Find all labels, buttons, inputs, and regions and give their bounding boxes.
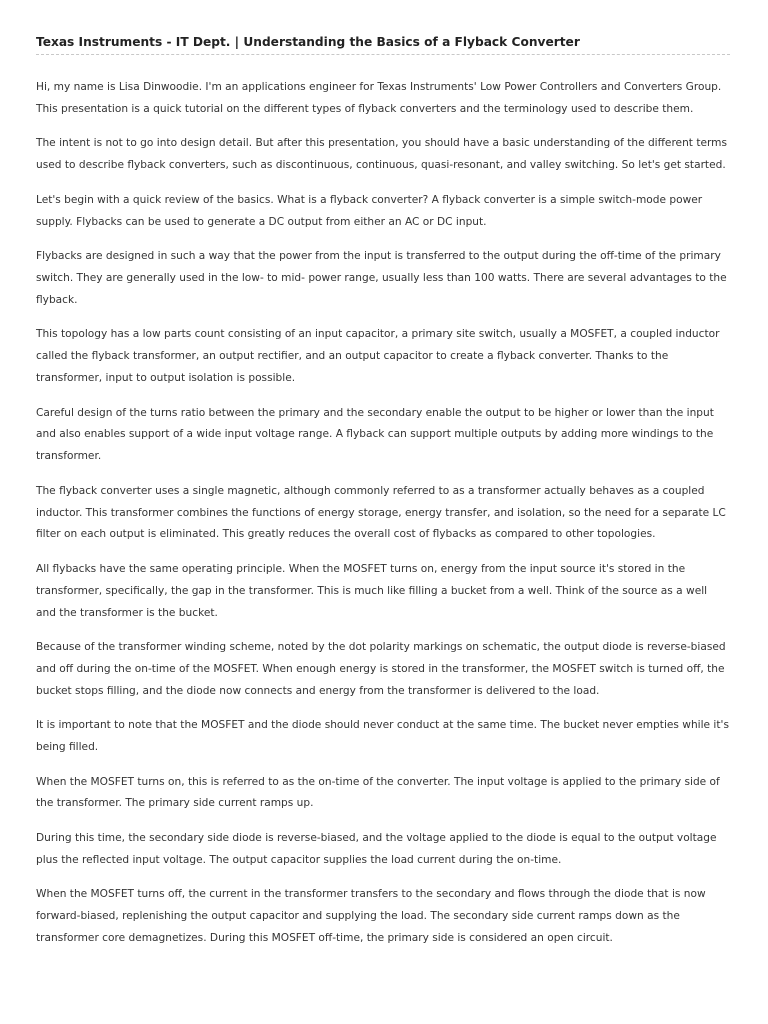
document-title: Texas Instruments - IT Dept. | Understanding the Basics of a Flyback Converter bbox=[36, 35, 580, 49]
document-body bbox=[36, 77, 730, 950]
document-page bbox=[36, 33, 730, 963]
paragraph-1: Hi, my name is Lisa Dinwoodie. I'm an applications engineer for Texas Instruments' Low Power Controllers and Converters Group. This presentation is a quick tutorial on the different types of flyback converters and the terminology used to describe them. bbox=[36, 81, 722, 115]
paragraph-2: The intent is not to go into design detail. But after this presentation, you should have a basic understanding of the different terms used to describe flyback converters, such as discontinuous, continuous, quasi-resonant, and valley switching. So let's get started. bbox=[36, 137, 727, 172]
document-header bbox=[36, 33, 730, 55]
paragraph-11: When the MOSFET turns on, this is referred to as the on-time of the converter. The input voltage is applied to the primary side of the transformer. The primary side current ramps up. bbox=[36, 775, 720, 810]
paragraph-5: This topology has a low parts count consisting of an input capacitor, a primary site switch, usually a MOSFET, a coupled inductor called the flyback transformer, an output rectifier, and an output capacitor to create a flyback converter. Thanks to the transformer, input to output isolation is possible. bbox=[36, 328, 720, 384]
paragraph-9: Because of the transformer winding scheme, noted by the dot polarity markings on schematic, the output diode is reverse-biased and off during the on-time of the MOSFET. When enough energy is stored in the transformer, the MOSFET switch is turned off, the bucket stops filling, and the diode now connects and energy from the transformer is delivered to the load. bbox=[36, 641, 726, 697]
paragraph-13: When the MOSFET turns off, the current in the transformer transfers to the secondary and flows through the diode that is now forward-biased, replenishing the output capacitor and supplying the load. The secondary side current ramps down as the transformer core demagnetizes. During this MOSFET off-time, the primary side is considered an open circuit. bbox=[36, 888, 706, 945]
paragraph-12: During this time, the secondary side diode is reverse-biased, and the voltage applied to the diode is equal to the output voltage plus the reflected input voltage. The output capacitor supplies the load current during the on-time. bbox=[36, 832, 717, 866]
paragraph-4: Flybacks are designed in such a way that the power from the input is transferred to the output during the off-time of the primary switch. They are generally used in the low- to mid- power range, usually less than 100 watts. There are several advantages to the flyback. bbox=[36, 250, 727, 306]
paragraph-7: The flyback converter uses a single magnetic, although commonly referred to as a transformer actually behaves as a coupled inductor. This transformer combines the functions of energy storage, energy transfer, and isolation, so the need for a separate LC filter on each output is eliminated. This greatly reduces the overall cost of flybacks as compared to other topologies. bbox=[36, 484, 726, 541]
paragraph-6: Careful design of the turns ratio between the primary and the secondary enable the output to be higher or lower than the input and also enables support of a wide input voltage range. A flyback can support multiple outputs by adding more windings to the transformer. bbox=[36, 406, 714, 463]
paragraph-3: Let's begin with a quick review of the basics. What is a flyback converter? A flyback converter is a simple switch-mode power supply. Flybacks can be used to generate a DC output from either an AC or DC input. bbox=[36, 193, 703, 228]
paragraph-10: It is important to note that the MOSFET and the diode should never conduct at the same time. The bucket never empties while it's being filled. bbox=[36, 719, 729, 754]
paragraph-8: All flybacks have the same operating principle. When the MOSFET turns on, energy from the input source it's stored in the transformer, specifically, the gap in the transformer. This is much like filling a bucket from a well. Think of the source as a well and the transformer is the bucket. bbox=[36, 562, 708, 619]
